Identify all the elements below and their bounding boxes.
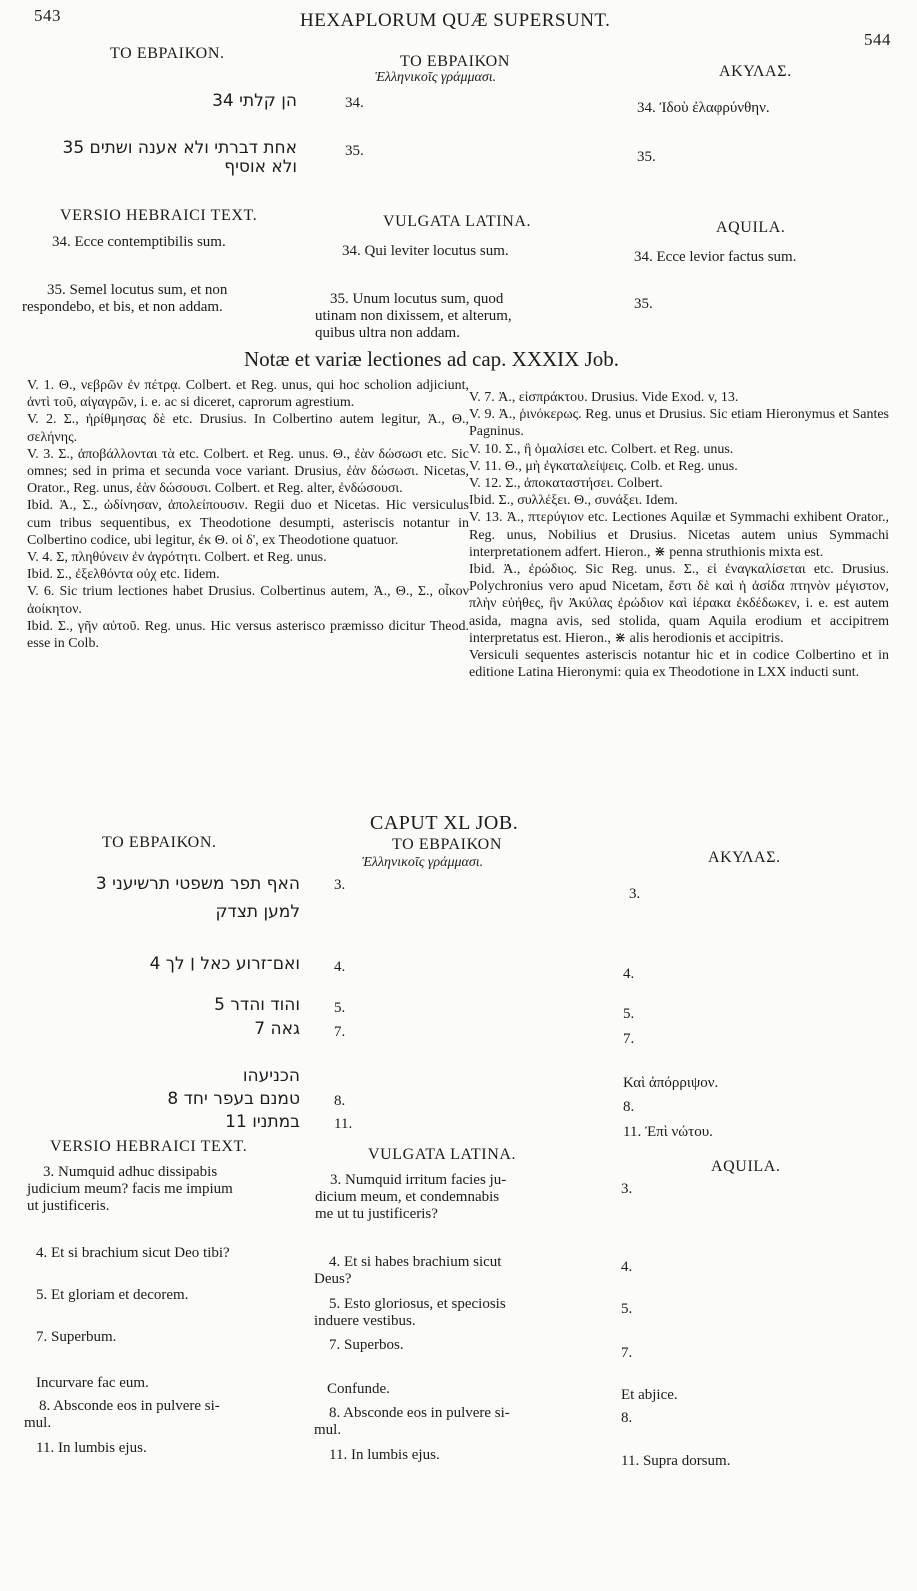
caput-vulgata-5-line1: 5. Esto gloriosus, et speciosis (329, 1296, 506, 1312)
caput-mid-7: 7. (334, 1024, 346, 1040)
note-v11: V. 11. Θ., μὴ ἐγκαταλείψεις. Colb. et Reg. unus. (469, 458, 738, 474)
caput-mid-5: 5. (334, 1000, 346, 1016)
caput-vulgata-4-line1: 4. Et si habes brachium sicut (329, 1254, 502, 1270)
note-v13: V. 13. Ἀ., πτερύγιον etc. Lectiones Aquilæ et Symmachi exhibent Orator., Reg. unus, Nobilius et Drusius. Nicetas autem unius Symmachi interpretationem adfert. Hieron., ⋇ penna struthionis mixta est. (469, 510, 889, 560)
caput-mid-4: 4. (334, 959, 346, 975)
column-header-vulgata: VULGATA LATINA. (383, 213, 532, 230)
vulgata-35-line2: utinam non dixissem, et alterum, (315, 308, 512, 324)
caput-aquila-kai-aporripson: Καὶ ἀπόρριψον. (623, 1075, 719, 1091)
verse-number-34: 34. (345, 95, 364, 111)
caput-column-header-hebraikon: ΤΟ ΕΒΡΑΙΚΟΝ. (102, 834, 217, 851)
caput-hebrew-3-line2: למען תצדק (215, 902, 300, 922)
caput-hebrew-11: במתניו 11 (225, 1112, 300, 1132)
caput-vulgata-8-line2: mul. (314, 1422, 342, 1438)
caput-mid-3: 3. (334, 877, 346, 893)
caput-column-header-versio: VERSIO HEBRAICI TEXT. (50, 1138, 248, 1155)
caput-aquila-lat-7: 7. (621, 1345, 633, 1361)
page-number-right: 544 (864, 30, 891, 49)
note-v4-ibid: Ibid. Σ., ἐξελθόντα οὐχ etc. Iidem. (27, 567, 220, 583)
caput-aquila-lat-et-abjice: Et abjice. (621, 1387, 678, 1403)
column-header-hebraikon-greek: ΤΟ ΕΒΡΑΙΚΟΝ (400, 53, 510, 70)
caput-aquila-lat-4: 4. (621, 1259, 633, 1275)
caput-mid-11: 11. (334, 1116, 353, 1132)
caput-versio-4: 4. Et si brachium sicut Deo tibi? (36, 1245, 230, 1261)
caput-aquila-4: 4. (623, 966, 635, 982)
notes-left-column (27, 377, 469, 652)
note-v6-ibid: Ibid. Σ., γῆν αὐτοῦ. Reg. unus. Hic versus asterisco præmisso dicitur Theod. esse in Colb. (27, 618, 469, 652)
versio-34: 34. Ecce contemptibilis sum. (52, 234, 226, 250)
column-header-aquila: AQUILA. (716, 219, 786, 236)
caput-aquila-8: 8. (623, 1099, 635, 1115)
caput-aquila-lat-3: 3. (621, 1181, 633, 1197)
hebrew-verse-35-line2: ולא אוסיף (224, 157, 297, 177)
running-title: HEXAPLORUM QUÆ SUPERSUNT. (300, 10, 611, 31)
caput-versio-5: 5. Et gloriam et decorem. (36, 1287, 189, 1303)
note-v13-ibid: Ibid. Ἀ., ἐρώδιος. Sic Reg. unus. Σ., εἰ ἐναγκαλίσεται etc. Drusius. Polychronius vero apud Nicetam, ἔστι δὲ καὶ ἡ ἀσίδα πτηνὸν μέγιστον, πλὴν εὐήθες, ἣν Ἀκύλας ἐρώδιον καὶ ἱέρακα ἐκδέδωκεν, i. e. est autem asida, magna avis, sed stolida, quam Aquila erodium et accipitrem interpretatus est. Hieron., ⋇ alis herodionis et accipitris. (469, 562, 889, 646)
versio-35-line1: 35. Semel locutus sum, et non (47, 282, 228, 298)
caput-column-header-vulgata: VULGATA LATINA. (368, 1146, 517, 1163)
caput-vulgata-3-line3: me ut tu justificeris? (315, 1206, 438, 1222)
note-v3-ibid: Ibid. Ἀ., Σ., ὠδίνησαν, ἀπολείπουσιν. Regii duo et Nicetas. Hic versiculus cum tribus sequentibus, ex Theodotione desumpti, asteriscis notantur in Colbertino codice, ubi legitur, ἐκ Θ. οἱ δ', ex Theodotione quatuor. (27, 498, 469, 548)
caput-versio-8-line2: mul. (24, 1415, 52, 1431)
versio-35-line2: respondebo, et bis, et non addam. (22, 299, 223, 315)
caput-hebrew-5: והוד והדר 5 (214, 995, 300, 1015)
caput-versio-3-line1: 3. Numquid adhuc dissipabis (43, 1164, 218, 1180)
caput-vulgata-11: 11. In lumbis ejus. (329, 1447, 440, 1463)
aquila-35: 35. (634, 296, 653, 312)
caput-versio-11: 11. In lumbis ejus. (36, 1440, 147, 1456)
caput-aquila-3: 3. (629, 886, 641, 902)
note-v3: V. 3. Σ., ἀποβάλλονται τὰ etc. Colbert. et Reg. unus. Θ., ἐὰν δώσωσι etc. Sic omnes; sed in prima et secunda voce variant. Drusius, ἐὰν δώσωσι. Nicetas, Orator., Reg. unus, ἐὰν δώσουσι. Colbert. et Reg. alter, ἐνδώσουσι. (27, 446, 469, 497)
hebrew-verse-34: הן קלתי 34 (212, 91, 297, 111)
note-versiculi: Versiculi sequentes asteriscis notantur hic et in codice Colbertino et in editione Latina Hieronymi: quia ex Theodotione in LXX inducti sunt. (469, 648, 889, 681)
notes-title: Notæ et variæ lectiones ad cap. XXXIX Job. (244, 347, 619, 371)
caput-versio-8-line1: 8. Absconde eos in pulvere si- (39, 1398, 220, 1414)
caput-aquila-lat-8: 8. (621, 1410, 633, 1426)
caput-hebrew-7: גאה 7 (254, 1019, 300, 1039)
aquila-34: 34. Ecce levior factus sum. (634, 249, 797, 265)
caput-column-header-aquila: AQUILA. (711, 1158, 781, 1175)
caput-column-header-hebraikon-greek: ΤΟ ΕΒΡΑΙΚΟΝ (392, 836, 502, 853)
note-v10: V. 10. Σ., ἢ ὁμαλίσει etc. Colbert. et Reg. unus. (469, 441, 734, 457)
caput-vulgata-3-line1: 3. Numquid irritum facies ju- (330, 1172, 507, 1188)
note-v9: V. 9. Ἀ., ῥινόκερως. Reg. unus et Drusius. Sic etiam Hieronymus et Santes Pagninus. (469, 407, 889, 440)
note-v2: V. 2. Σ., ἠρίθμησας δὲ etc. Drusius. In Colbertino autem legitur, Ἀ., Θ., σελήνης. (27, 412, 469, 445)
aquila-greek-35: 35. (637, 149, 656, 165)
caput-versio-incurvare: Incurvare fac eum. (36, 1375, 149, 1391)
vulgata-34: 34. Qui leviter locutus sum. (342, 243, 509, 259)
caput-vulgata-4-line2: Deus? (314, 1271, 352, 1287)
caput-aquila-lat-5: 5. (621, 1301, 633, 1317)
note-v1: V. 1. Θ., νεβρῶν ἐν πέτρᾳ. Colbert. et Reg. unus, qui hoc scholion adjiciunt, ἀντὶ τοῦ, αἰγαγρῶν, i. e. ac si diceret, caprorum agrestium. (27, 378, 469, 411)
note-v4: V. 4. Σ, πληθύνειν ἐν ἀγρότητι. Colbert. et Reg. unus. (27, 550, 327, 566)
caput-title: CAPUT XL JOB. (370, 812, 519, 834)
caput-mid-8: 8. (334, 1093, 346, 1109)
caput-versio-3-line2: judicium meum? facis me impium (27, 1181, 233, 1197)
caput-aquila-5: 5. (623, 1006, 635, 1022)
page-number-left: 543 (34, 6, 61, 25)
caput-hebrew-8: טמנם בעפר יחד 8 (167, 1089, 300, 1109)
caput-versio-3-line3: ut justificeris. (27, 1198, 110, 1214)
caput-vulgata-5-line2: induere vestibus. (314, 1313, 416, 1329)
caput-vulgata-3-line2: dicium meum, et condemnabis (315, 1189, 500, 1205)
caput-hebrew-4: ואם־זרוע כאל ׀ לך 4 (149, 954, 300, 974)
note-v6: V. 6. Sic trium lectiones habet Drusius. Colbertinus autem, Ἀ., Θ., Σ., οἶκον ἀοίκητον. (27, 584, 469, 617)
column-header-akylas: ΑΚΥΛΑΣ. (719, 63, 792, 80)
caput-vulgata-confunde: Confunde. (327, 1381, 390, 1397)
column-subheader-greek-letters: Ἑλληνικοῖς γράμμασι. (375, 70, 497, 85)
caput-column-subheader-greek-letters: Ἑλληνικοῖς γράμμασι. (362, 855, 484, 870)
note-v12: V. 12. Σ., ἀποκαταστήσει. Colbert. (469, 476, 663, 492)
notes-right-column (469, 389, 889, 681)
caput-hebrew-incurvare: הכניעהו (242, 1066, 300, 1086)
hebrew-verse-35-line1: אחת דברתי ולא אענה ושתים 35 (62, 138, 297, 158)
aquila-greek-34: 34. Ἰδοὺ ἐλαφρύνθην. (637, 100, 770, 116)
verse-number-35: 35. (345, 143, 364, 159)
column-header-versio: VERSIO HEBRAICI TEXT. (60, 207, 258, 224)
note-v12-ibid: Ibid. Σ., συλλέξει. Θ., συνάξει. Idem. (469, 493, 678, 509)
caput-aquila-11: 11. Ἐπὶ νώτου. (623, 1124, 713, 1140)
vulgata-35-line3: quibus ultra non addam. (315, 325, 460, 341)
column-header-hebraikon: ΤΟ ΕΒΡΑΙΚΟΝ. (110, 45, 225, 62)
caput-column-header-akylas: ΑΚΥΛΑΣ. (708, 849, 781, 866)
caput-aquila-lat-11: 11. Supra dorsum. (621, 1453, 731, 1469)
note-v7: V. 7. Ἀ., εἰσπράκτου. Drusius. Vide Exod. v, 13. (469, 390, 739, 405)
vulgata-35-line1: 35. Unum locutus sum, quod (330, 291, 504, 307)
caput-hebrew-3-line1: האף תפר משפטי תרשיעני 3 (95, 874, 300, 894)
caput-aquila-7: 7. (623, 1031, 635, 1047)
caput-versio-7: 7. Superbum. (36, 1329, 117, 1345)
caput-vulgata-7: 7. Superbos. (329, 1337, 404, 1353)
caput-vulgata-8-line1: 8. Absconde eos in pulvere si- (329, 1405, 510, 1421)
